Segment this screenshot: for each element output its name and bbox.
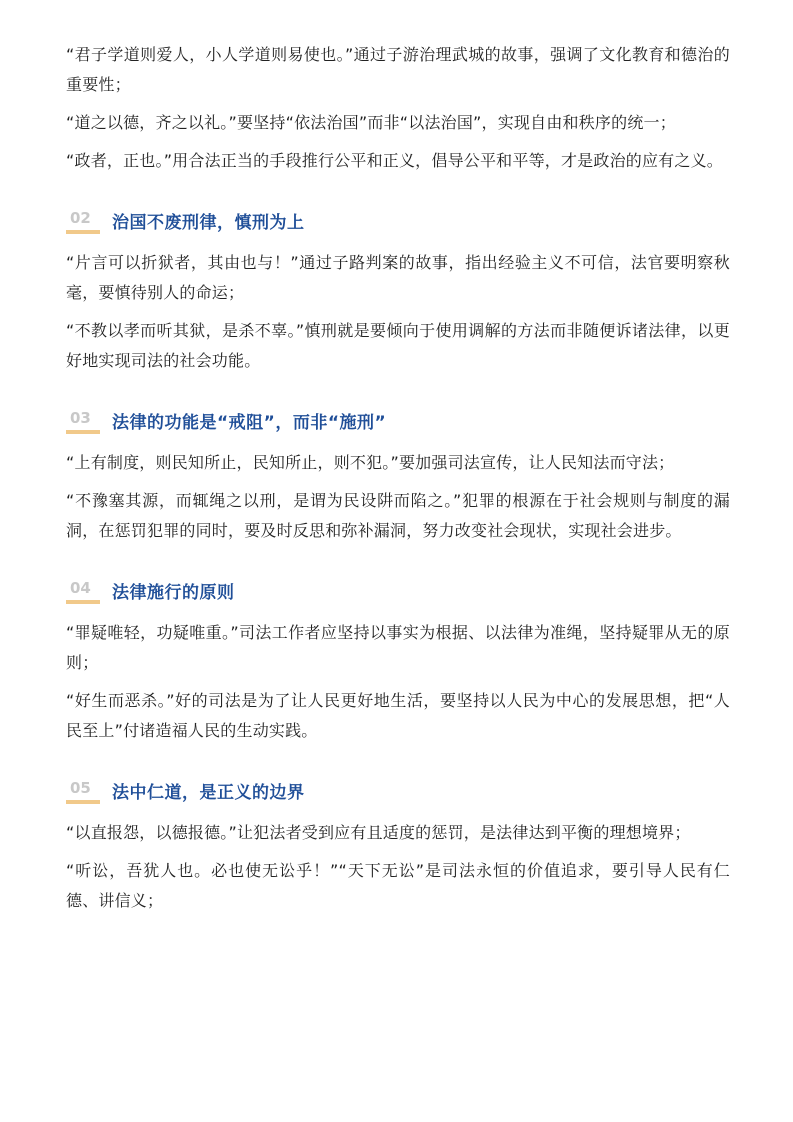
section-title: 治国不废刑律，慎刑为上 — [112, 212, 305, 233]
intro-paragraph-1: “君子学道则爱人，小人学道则易使也。”通过子游治理武城的故事，强调了文化教育和德治的重要性； — [66, 45, 730, 94]
section-heading — [66, 770, 730, 810]
section-paragraph: “不教以孝而听其狱，是杀不辜。”慎刑就是要倾向于使用调解的方法而非随便诉诸法律，以更好地实现司法的社会功能。 — [66, 321, 730, 370]
accent-bar — [66, 600, 100, 604]
section-paragraph: “罪疑唯轻，功疑唯重。”司法工作者应坚持以事实为根据、以法律为准绳，坚持疑罪从无的原则； — [66, 623, 730, 672]
section-paragraph: “以直报怨，以德报德。”让犯法者受到应有且适度的惩罚，是法律达到平衡的理想境界； — [66, 823, 691, 842]
section-05 — [66, 770, 730, 916]
intro-paragraph-2: “道之以德，齐之以礼。”要坚持“依法治国”而非“以法治国”，实现自由和秩序的统一； — [66, 113, 676, 132]
section-title: 法中仁道，是正义的边界 — [112, 782, 305, 803]
section-number-text: 05 — [70, 779, 91, 797]
section-number — [66, 406, 112, 434]
intro-section — [66, 40, 730, 176]
section-heading — [66, 570, 730, 610]
accent-bar — [66, 430, 100, 434]
section-paragraph: “不豫塞其源，而辄绳之以刑，是谓为民设阱而陷之。”犯罪的根源在于社会规则与制度的漏洞，在惩罚犯罪的同时，要及时反思和弥补漏洞，努力改变社会现状，实现社会进步。 — [66, 491, 730, 540]
intro-paragraph-3: “政者，正也。”用合法正当的手段推行公平和正义，倡导公平和平等，才是政治的应有之义。 — [66, 151, 723, 170]
section-paragraph: “上有制度，则民知所止，民知所止，则不犯。”要加强司法宣传，让人民知法而守法； — [66, 453, 675, 472]
section-number-text: 02 — [70, 209, 91, 227]
document-page — [66, 40, 730, 924]
section-paragraph: “好生而恶杀。”好的司法是为了让人民更好地生活，要坚持以人民为中心的发展思想，把“人民至上”付诸造福人民的生动实践。 — [66, 691, 730, 740]
section-number-text: 04 — [70, 579, 91, 597]
section-paragraph: “片言可以折狱者，其由也与！”通过子路判案的故事，指出经验主义不可信，法官要明察秋毫，要慎待别人的命运； — [66, 253, 730, 302]
accent-bar — [66, 800, 100, 804]
accent-bar — [66, 230, 100, 234]
section-title: 法律的功能是“戒阻”，而非“施刑” — [112, 412, 387, 433]
section-number — [66, 206, 112, 234]
section-heading — [66, 200, 730, 240]
section-04 — [66, 570, 730, 746]
section-02 — [66, 200, 730, 376]
section-number — [66, 576, 112, 604]
section-heading — [66, 400, 730, 440]
section-paragraph: “听讼，吾犹人也。必也使无讼乎！”“天下无讼”是司法永恒的价值追求，要引导人民有仁德、讲信义； — [66, 861, 730, 910]
section-03 — [66, 400, 730, 546]
section-title: 法律施行的原则 — [112, 582, 235, 603]
section-number — [66, 776, 112, 804]
section-number-text: 03 — [70, 409, 91, 427]
